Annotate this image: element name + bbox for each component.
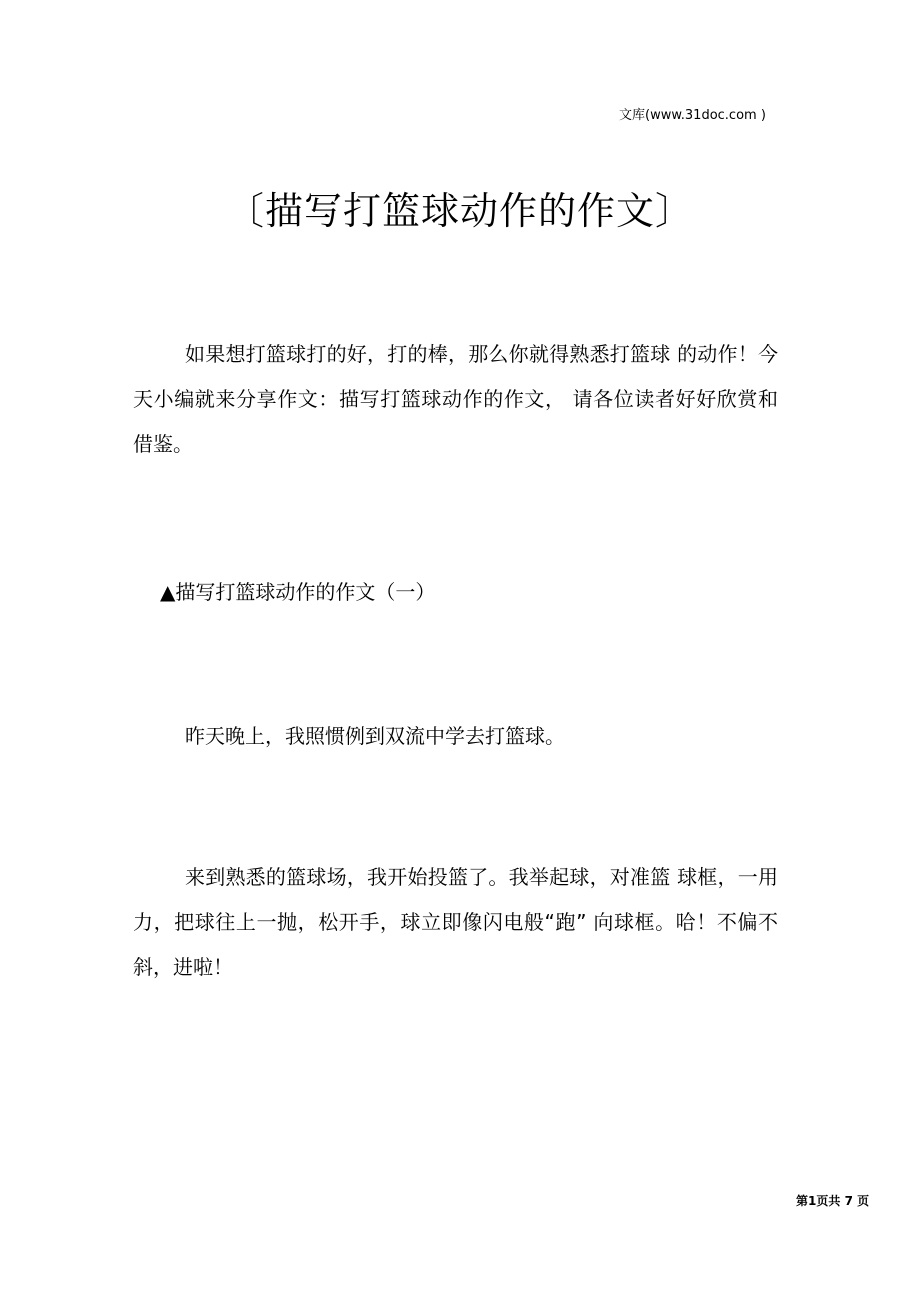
document-title: 〔描写打篮球动作的作文〕: [225, 189, 694, 233]
page-suffix: 页: [852, 1194, 870, 1208]
current-page-number: 1: [808, 1194, 817, 1208]
page-middle: 页共: [816, 1194, 845, 1208]
body-paragraph: 昨天晚上，我照惯例到双流中学去打篮球。: [185, 724, 565, 748]
body-paragraph: 来到熟悉的篮球场，我开始投篮了。我举起球，对准篮 球框，一用力，把球往上一抛，松开手，球立即像闪电般“跑” 向球框。哈！不偏不斜，进啦！: [133, 865, 778, 979]
source-header: 文库(www.31doc.com ): [619, 108, 766, 123]
intro-paragraph: 如果想打篮球打的好，打的棒，那么你就得熟悉打篮球 的动作！今天小编就来分享作文：描写打篮球动作的作文， 请各位读者好好欣赏和借鉴。: [133, 342, 778, 456]
section-heading: ▲描写打篮球动作的作文（一）: [160, 580, 436, 604]
page-prefix: 第: [796, 1194, 809, 1208]
page-number-footer: [796, 1192, 869, 1210]
total-pages-number: 7: [844, 1194, 853, 1208]
